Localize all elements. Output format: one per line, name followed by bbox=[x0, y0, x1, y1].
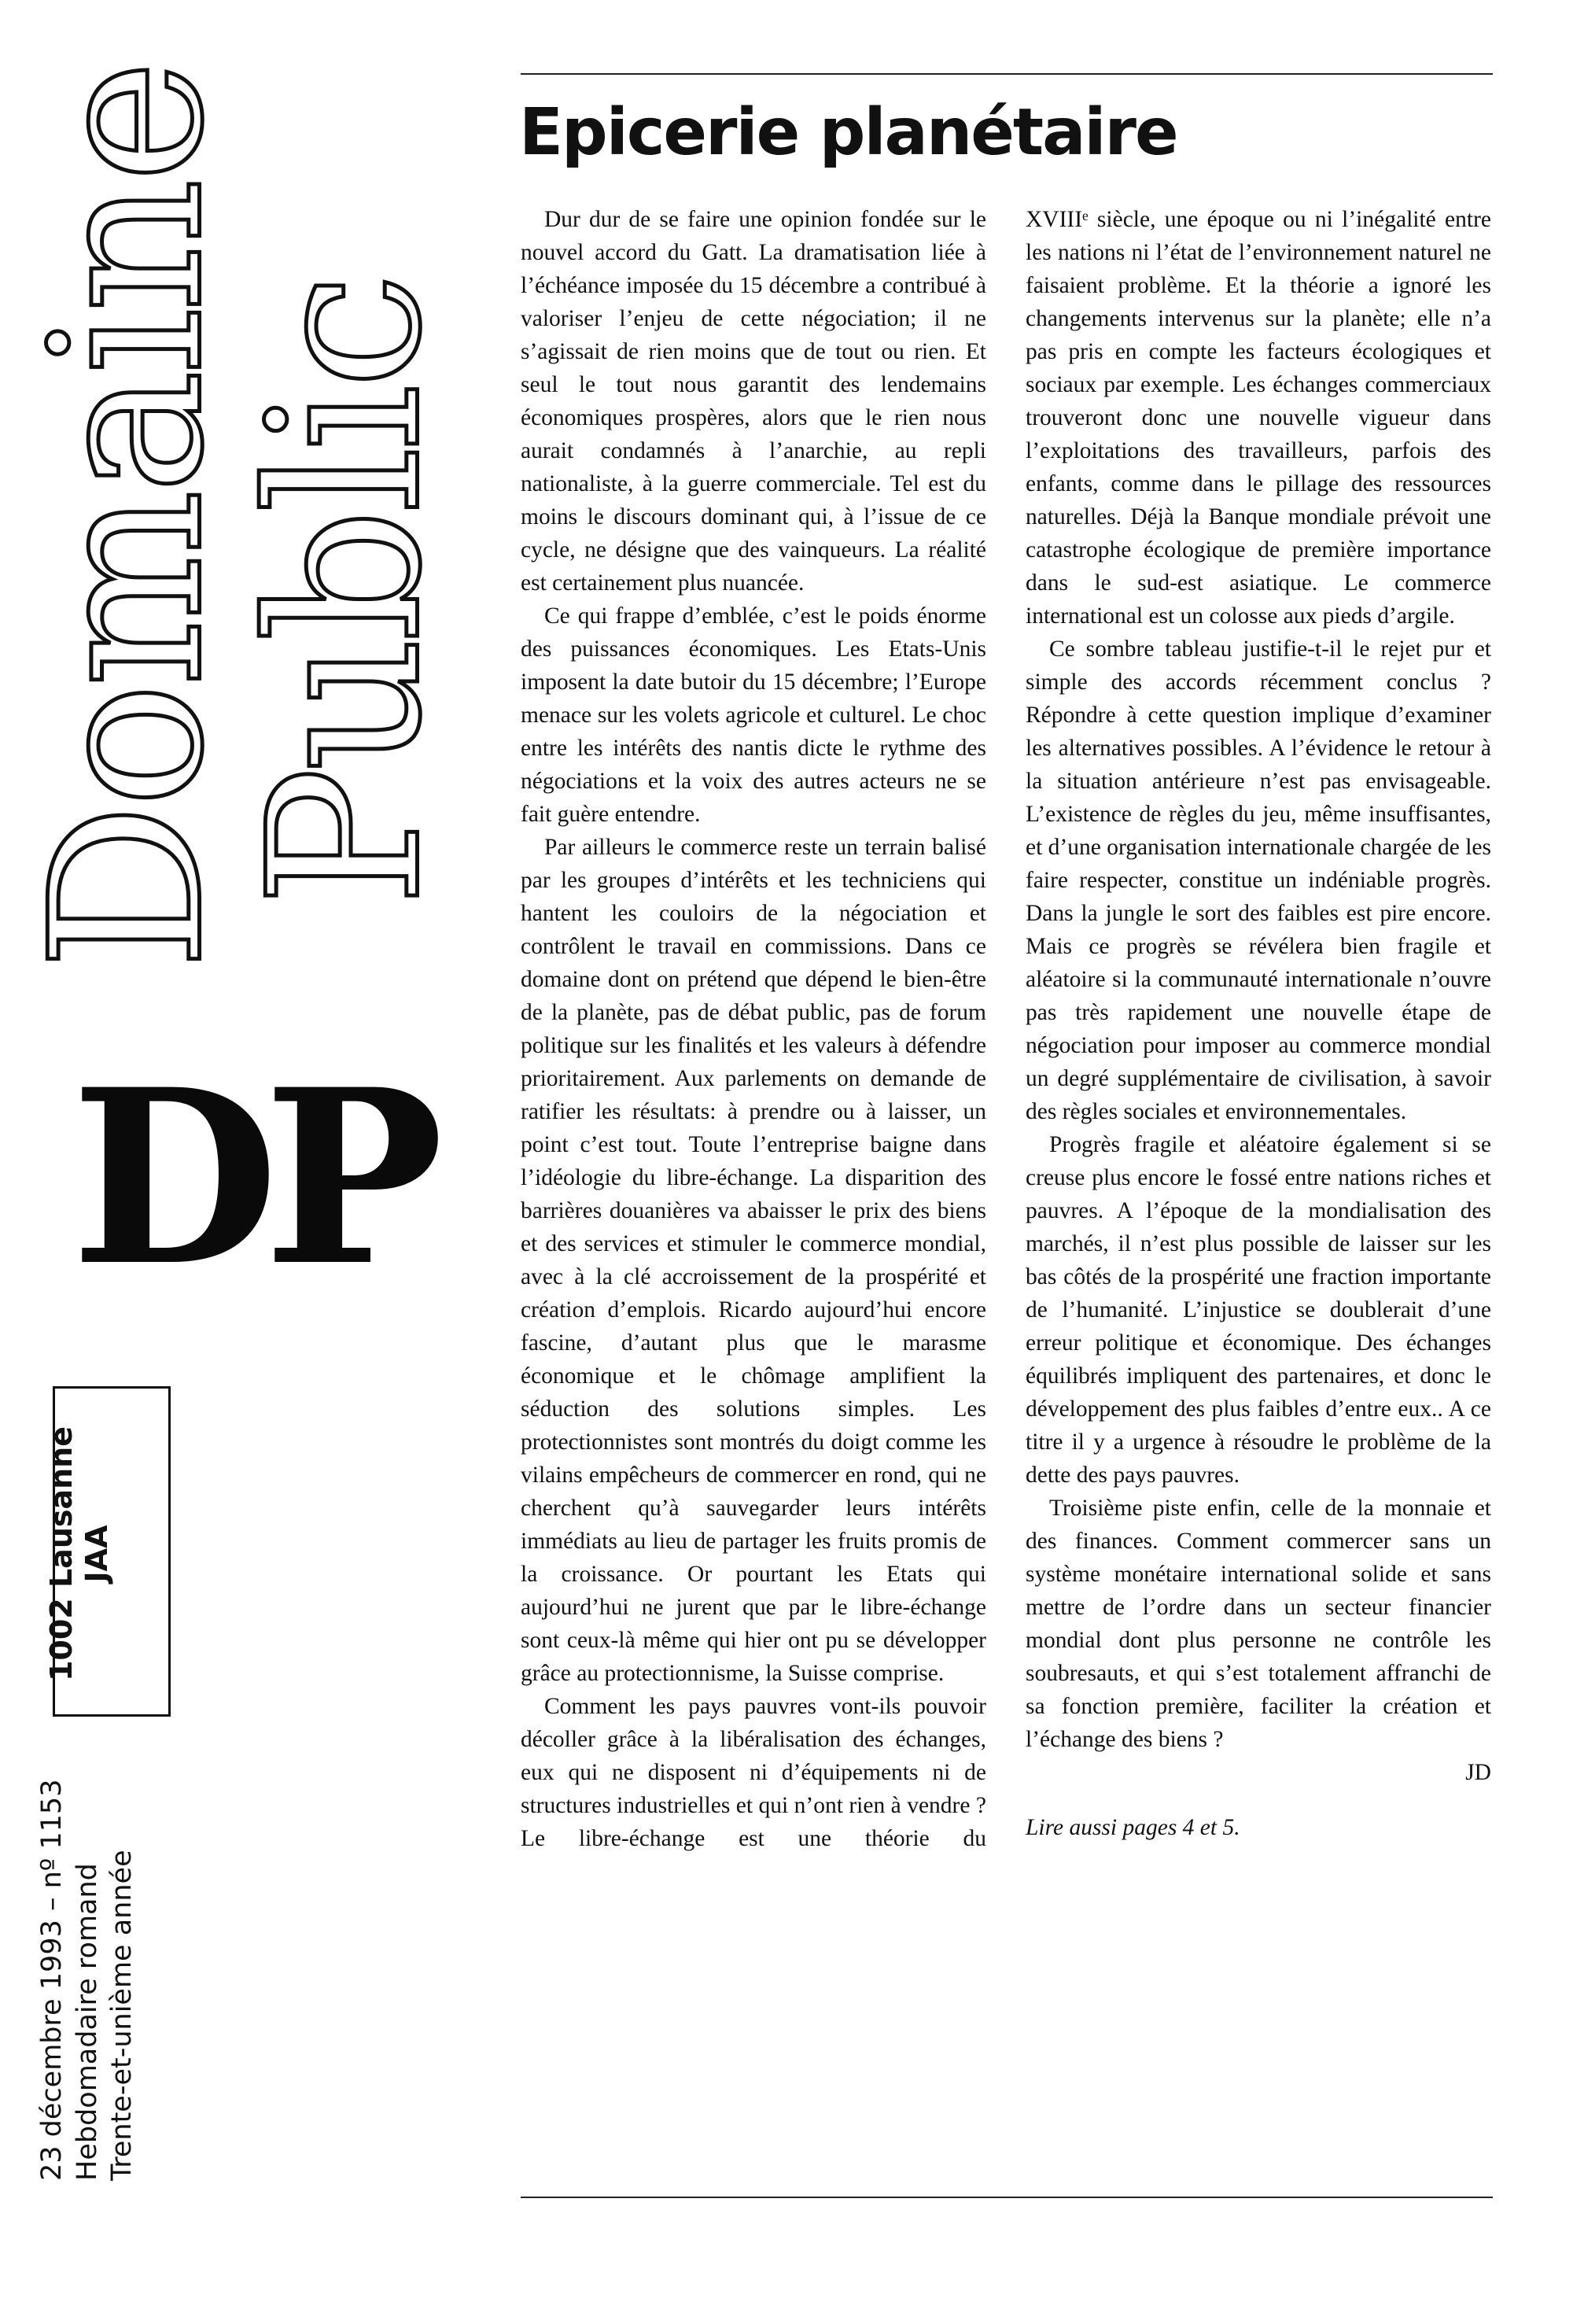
paragraph: Troisième piste enfin, celle de la monnaie et des finances. Comment commercer sans un système monétaire international solide et sans mettre de l’ordre dans un secteur financier mondial dont plus personne ne contrôle les soubresauts, et qui s’est totalement affranchi de sa fonction première, faciliter la création et l’échange des biens ? bbox=[1026, 1496, 1491, 1752]
paragraph: Par ailleurs le commerce reste un terrain balisé par les groupes d’intérêts et les techniciens qui hantent les couloirs de la négociation et contrôlent le travail en commissions. Dans ce domaine dont on prétend que dépend le bien-être de la planète, pas de débat public, pas de forum politique sur les finalités et les valeurs à défendre prioritairement. Aux parlements on demande de ratifier les résultats: à prendre ou à laisser, un point c’est tout. Toute l’entreprise baigne dans l’idéologie du libre-échange. La disparition des barrières douanières va abaisser le prix des biens et des services et stimuler le commerce mondial, avec à la clé accroissement de la prospérité et création d’emplois. Ricardo aujourd’hui encore fascine, d’autant plus que le marasme économique et le chômage amplifient la séduction des solutions simples. Les protectionnistes sont montrés du doigt comme les vilains empêcheurs de commercer en rond, qui ne cherchent qu’à sauvegarder leurs intérêts immédiats au lieu de partager les fruits promis de la croissance. Or pourtant les Etats qui aujourd’hui ne jurent que par le libre-échange sont ceux-là même qui hier ont pu se développer grâce au protectionnisme, la Suisse comprise. bbox=[521, 835, 986, 1686]
postal-box bbox=[44, 1386, 171, 1717]
postal-office: 1002 Lausanne bbox=[44, 1426, 79, 1682]
paragraph: Ce sombre tableau justifie-t-il le rejet pur et simple des accords récemment conclus ? Répondre à cette question implique d’examiner les alternatives possibles. A l’évidence le retour à la situation antérieure n’est pas envisageable. L’existence de règles du jeu, même insuffisantes, et d’une organisation internationale chargée de les faire respecter, constitue un indéniable progrès. Dans la jungle le sort des faibles est pire encore. Mais ce progrès se révélera bien fragile et aléatoire si la communauté internationale n’ouvre pas très rapidement une nouvelle étape de négociation pour imposer au commerce mondial un degré supplémentaire de civilisation, à savoir des règles sociales et environnementales. bbox=[1026, 636, 1491, 1124]
masthead-public: Public bbox=[224, 277, 467, 907]
top-rule bbox=[521, 73, 1493, 75]
paragraph: XVIIIᵉ siècle, une époque ou ni l’inégalité entre les nations ni l’état de l’environnement naturel ne faisaient problème. Et la théorie a ignoré les changements intervenus sur la planète; elle n’a pas pris en compte les facteurs écologiques et sociaux par exemple. Les échanges commerciaux trouveront donc une nouvelle vigueur dans l’exploitations des travailleurs, parfois des enfants, comme dans le pillage des ressources naturelles. Déjà la Banque mondiale prévoit une catastrophe écologique de première importance dans le sud-est asiatique. Le commerce international est un colosse aux pieds d’argile. bbox=[1026, 207, 1491, 629]
issue-periodicity: Hebdomadaire romand bbox=[72, 1863, 103, 2181]
paragraph: Comment les pays pauvres vont-ils pouvoir décoller grâce à la libéralisation des échanges, eux qui ne disposent ni d’équipements ni de structures industrielles et qui n’ont rien à vendre ? Le libre-échange est une théorie du bbox=[521, 1694, 986, 1851]
author-signature: JD bbox=[1465, 1760, 1491, 1785]
article-column-right bbox=[1026, 203, 1491, 1844]
logo-letter-p: P bbox=[263, 1037, 444, 1319]
bottom-rule bbox=[521, 2197, 1493, 2198]
paragraph: Progrès fragile et aléatoire également si se creuse plus encore le fossé entre nations riches et pauvres. A l’époque de la mondialisation des marchés, il n’est plus possible de laisser sur les bas côtés de la prospérité une fraction importante de l’humanité. L’injustice se doublerait d’une erreur politique et économique. Des échanges équilibrés impliquent des partenaires, et donc le développement des plus faibles d’entre eux.. A ce titre il y a urgence à résoudre le problème de la dette des pays pauvres. bbox=[1026, 1132, 1491, 1488]
paragraph: Dur dur de se faire une opinion fondée sur le nouvel accord du Gatt. La dramatisation liée à l’échéance imposée du 15 décembre a contribué à valoriser l’enjeu de cette négociation; il ne s’agissait de rien moins que de tout ou rien. Et seul le tout nous garantit des lendemains économiques prospères, alors que le rien nous aurait condamnés à l’anarchie, au repli nationaliste, à la guerre commerciale. Tel est du moins le discours dominant qui, à l’issue de ce cycle, ne désigne que des vainqueurs. La réalité est certainement plus nuancée. bbox=[521, 207, 986, 596]
masthead-domaine: Domaine bbox=[6, 64, 249, 971]
paragraph: Ce qui frappe d’emblée, c’est le poids énorme des puissances économiques. Les Etats-Unis imposent la date butoir du 15 décembre; l’Europe menace sur les volets agricole et culturel. Le choc entre les intérêts des nantis dicte le rythme des négociations et la voix des autres acteurs ne se fait guère entendre. bbox=[521, 603, 986, 827]
issue-date: 23 décembre 1993 – nº 1153 bbox=[36, 1779, 68, 2181]
see-also-note: Lire aussi pages 4 et 5. bbox=[1026, 1815, 1240, 1840]
logo-letter-d: D bbox=[71, 1037, 279, 1319]
article-title: Epicerie planétaire bbox=[519, 95, 1177, 170]
issue-year: Trente-et-unième année bbox=[106, 1850, 138, 2181]
postal-jaa: JAA bbox=[79, 1525, 114, 1583]
article-column-left bbox=[521, 203, 986, 1855]
